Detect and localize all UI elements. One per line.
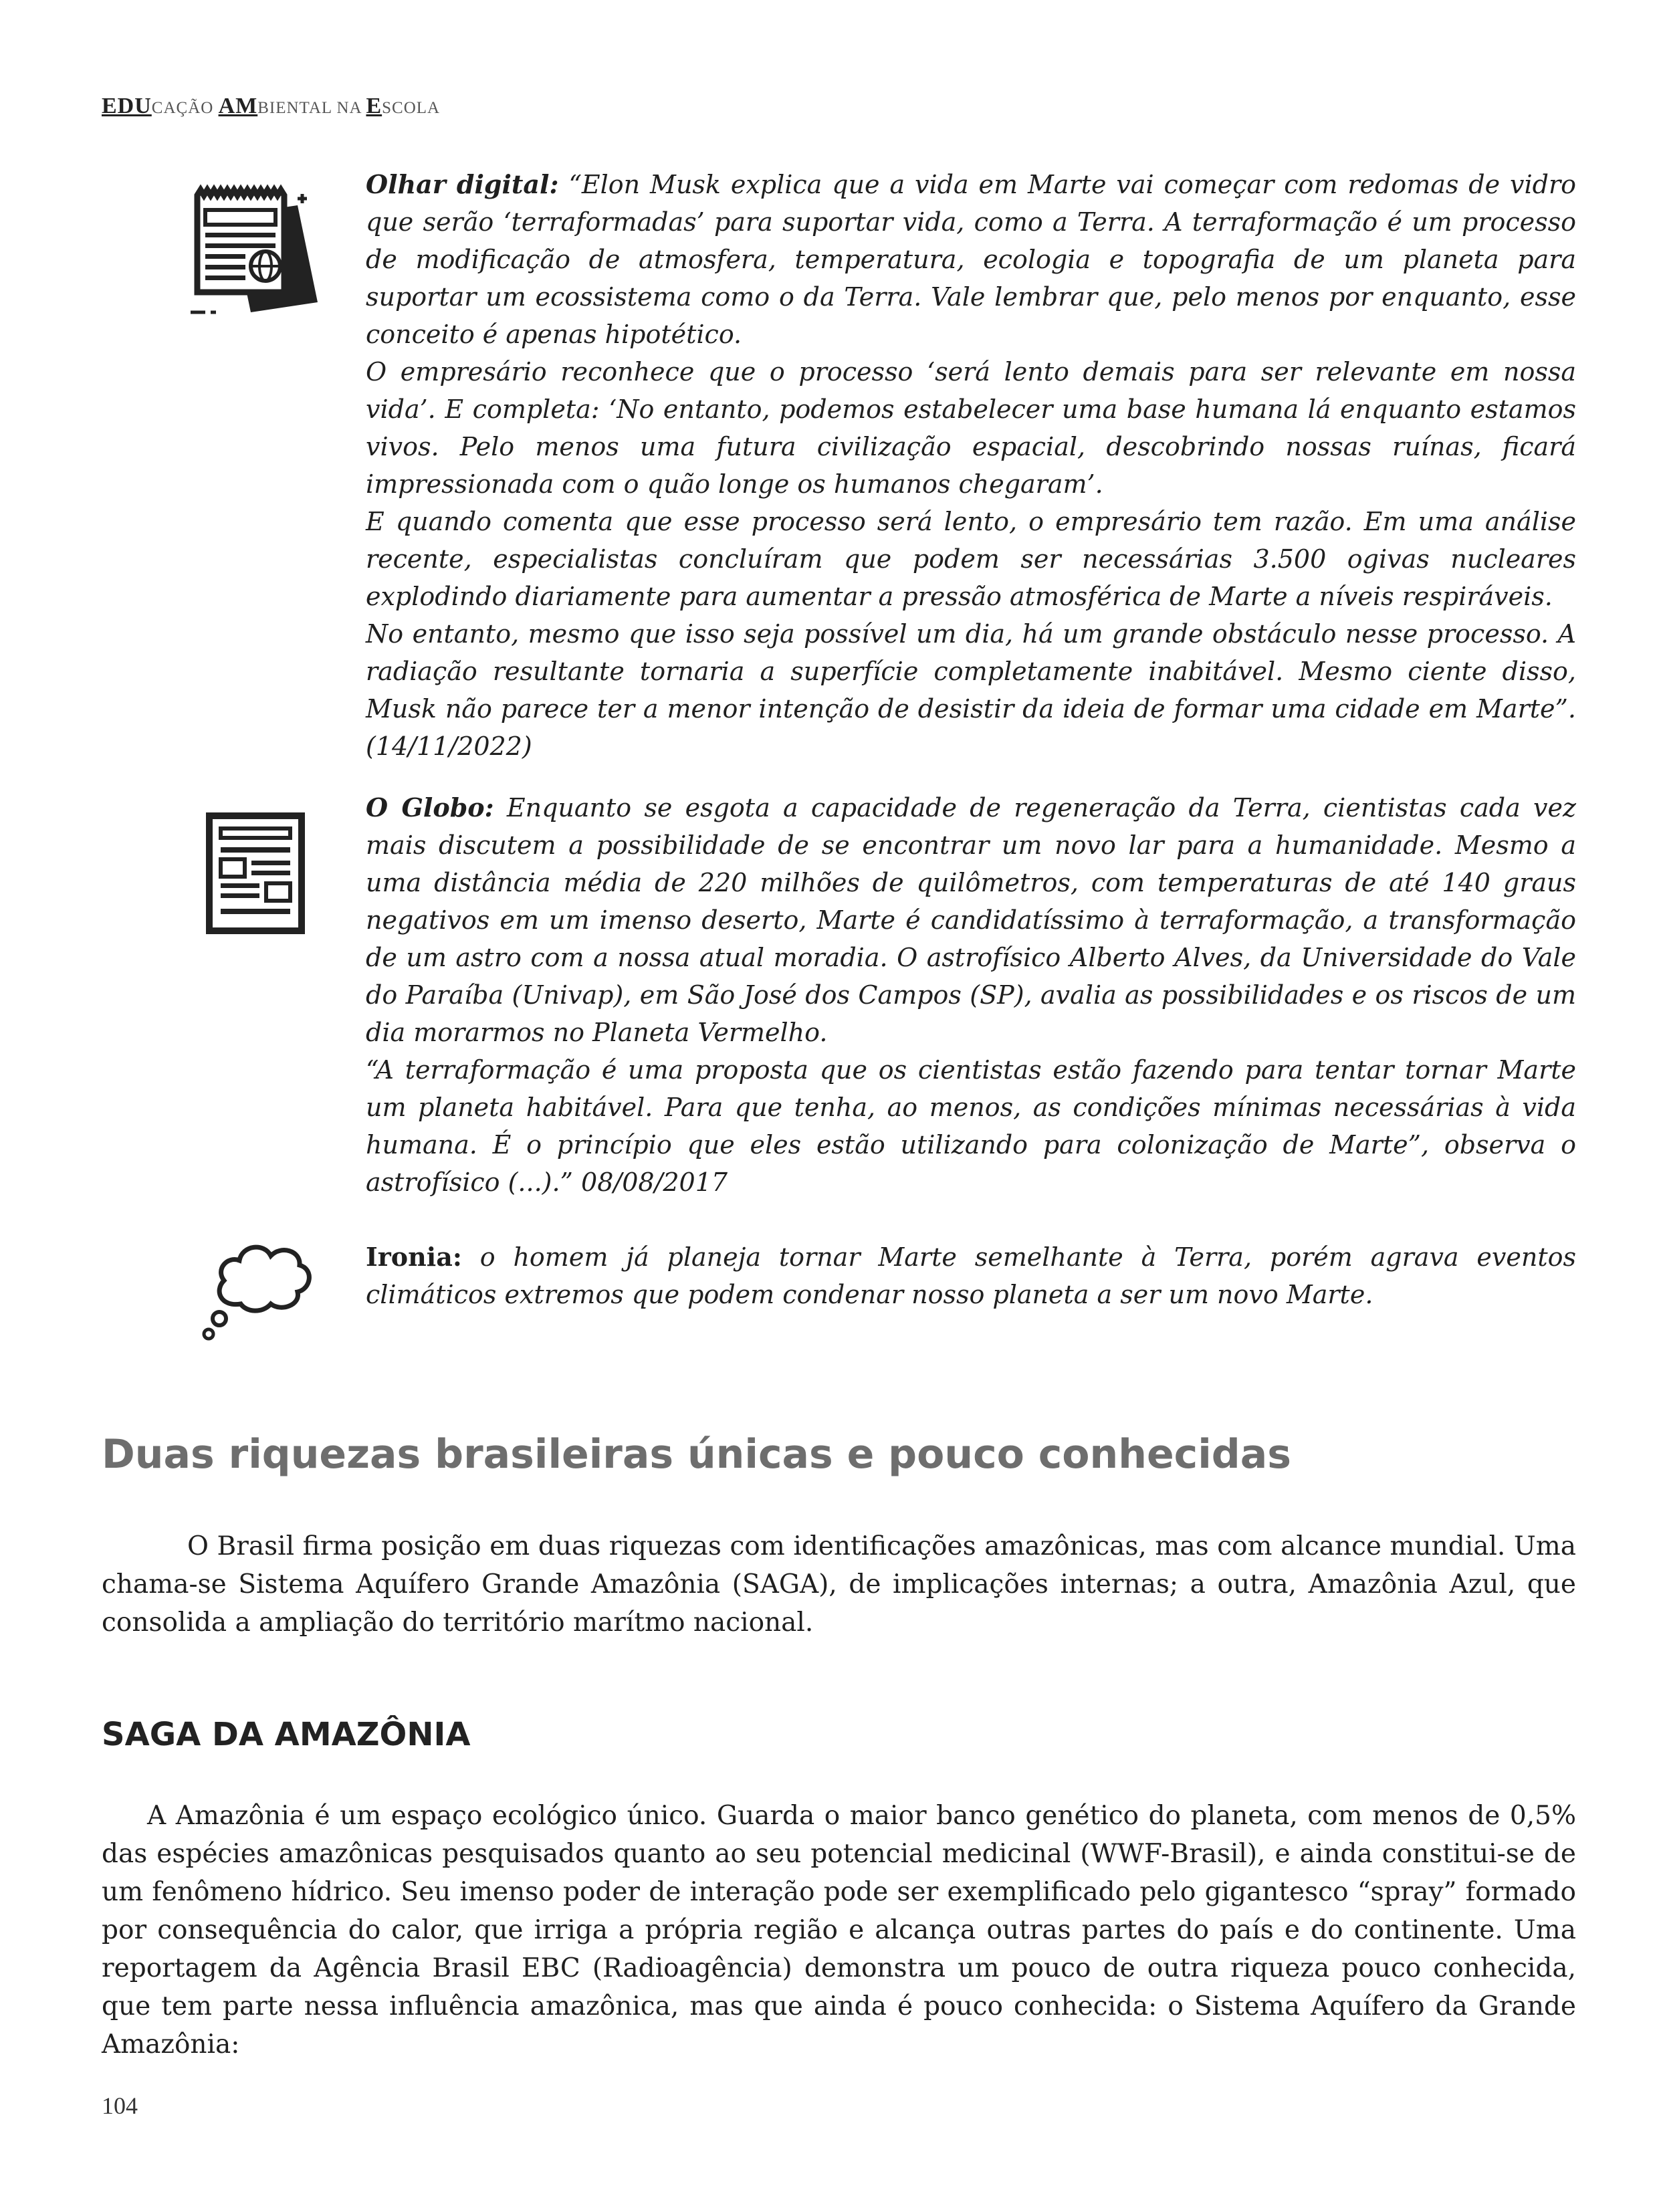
- quote-paragraph: No entanto, mesmo que isso seja possível um dia, há um grande obstáculo nesse processo. A radiação resultante tornaria a superfície completamente inabitável. Mesmo ciente disso, Musk não parece ter a menor intenção de desistir da ideia de formar uma cidade em Marte”. (14/11/2022): [366, 619, 1576, 761]
- running-head-part: BIENTAL NA: [257, 99, 366, 117]
- quote-source: Ironia:: [366, 1242, 462, 1272]
- running-head-part: CAÇÃO: [151, 99, 219, 117]
- running-head-part: E: [366, 94, 382, 118]
- page-number: 104: [102, 2092, 138, 2119]
- subsection-title: SAGA DA AMAZÔNIA: [102, 1716, 471, 1753]
- section-title: Duas riquezas brasileiras únicas e pouco conhecidas: [102, 1431, 1291, 1478]
- quote-olhar-digital: [366, 166, 1576, 765]
- running-head-part: EDU: [102, 94, 152, 118]
- subsection-body: A Amazônia é um espaço ecológico único. Guarda o maior banco genético do planeta, com menos de 0,5% das espécies amazônicas pesquisados quanto ao seu potencial medicinal (WWF-Brasil), e ainda constitui-se de um fenômeno hídrico. Seu imenso poder de interação pode ser exemplificado pelo gigantesco “spray” formado por consequência do calor, que irriga a própria região e alcança outras partes do país e do continente. Uma reportagem da Agência Brasil EBC (Radioagência) demonstra um pouco de outra riqueza pouco conhecida, que tem parte nessa influência amazônica, mas que ainda é pouco conhecida: o Sistema Aquífero da Grande Amazônia:: [102, 1801, 1576, 2060]
- section-intro: O Brasil firma posição em duas riquezas com identificações amazônicas, mas com alcance mundial. Uma chama-se Sistema Aquífero Grande Amazônia (SAGA), de implicações internas; a outra, Amazônia Azul, que consolida a ampliação do território marítmo nacional.: [102, 1531, 1576, 1638]
- news-globe-icon: [191, 182, 324, 322]
- quote-source: O Globo:: [366, 792, 494, 822]
- quote-paragraph: “Elon Musk explica que a vida em Marte vai começar com redomas de vidro que serão ‘terraformadas’ para suportar vida, como a Terra. A terraformação é um processo de modificação de atmosfera, temperatura, ecologia e topografia de um planeta para suportar um ecossistema como o da Terra. Vale lembrar que, pelo menos por enquanto, esse conceito é apenas hipotético.: [366, 170, 1576, 349]
- thought-bubble-icon: [201, 1237, 318, 1341]
- quote-paragraph: O empresário reconhece que o processo ‘será lento demais para ser relevante em nossa vida’. E completa: ‘No entanto, podemos estabelecer uma base humana lá enquanto estamos vivos. Pelo menos uma futura civilização espacial, descobrindo nossas ruínas, ficará impressionada com o quão longe os humanos chegaram’.: [366, 357, 1576, 499]
- quote-ironia: [366, 1238, 1576, 1313]
- quote-paragraph: o homem já planeja tornar Marte semelhante à Terra, porém agrava eventos climáticos extremos que podem condenar nosso planeta a ser um novo Marte.: [366, 1242, 1576, 1309]
- quote-o-globo: [366, 789, 1576, 1201]
- newspaper-icon: [206, 812, 305, 934]
- quote-paragraph: “A terraformação é uma proposta que os cientistas estão fazendo para tentar tornar Marte um planeta habitável. Para que tenha, ao menos, as condições mínimas necessárias à vida humana. É o princípio que eles estão utilizando para colonização de Marte”, observa o astrofísico (...).” 08/08/2017: [366, 1055, 1576, 1197]
- quote-paragraph: Enquanto se esgota a capacidade de regeneração da Terra, cientistas cada vez mais discutem a possibilidade de se encontrar um novo lar para a humanidade. Mesmo a uma distância média de 220 milhões de quilômetros, com temperaturas de até 140 graus negativos em um imenso deserto, Marte é candidatíssimo à terraformação, a transformação de um astro com a nossa atual moradia. O astrofísico Alberto Alves, da Universidade do Vale do Paraíba (Univap), em São José dos Campos (SP), avalia as possibilidades e os riscos de um dia morarmos no Planeta Vermelho.: [366, 793, 1576, 1047]
- quote-paragraph: E quando comenta que esse processo será lento, o empresário tem razão. Em uma análise recente, especialistas concluíram que podem ser necessárias 3.500 ogivas nucleares explodindo diariamente para aumentar a pressão atmosférica de Marte a níveis respiráveis.: [366, 507, 1576, 611]
- running-head-part: SCOLA: [382, 99, 441, 117]
- running-head: [102, 94, 440, 119]
- quote-source: Olhar digital:: [366, 169, 559, 199]
- running-head-part: AM: [218, 94, 258, 118]
